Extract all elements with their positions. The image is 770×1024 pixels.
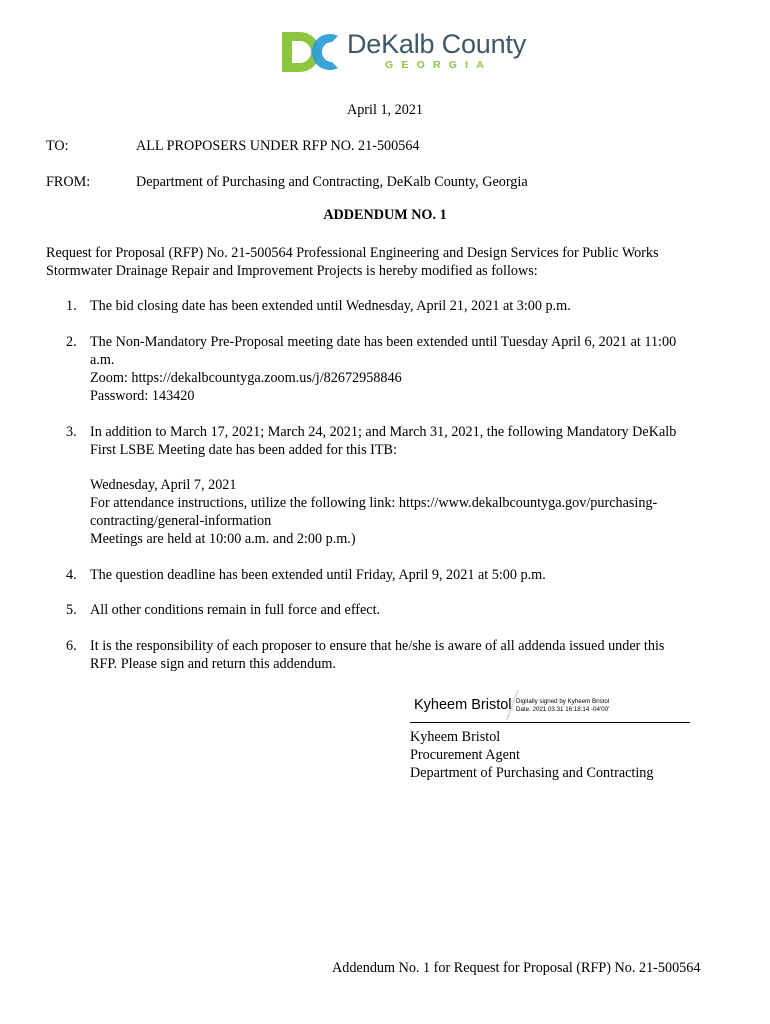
list-item xyxy=(66,566,726,584)
list-number: 2. xyxy=(66,334,77,350)
attendance-link[interactable]: For attendance instructions, utilize the following link: https://www.dekalbcountyga.gov/purchasing- xyxy=(90,495,658,511)
list-text: All other conditions remain in full force and effect. xyxy=(90,602,381,618)
list-number: 3. xyxy=(66,424,77,440)
list-text: It is the responsibility of each proposer to ensure that he/she is aware of all addenda issued under this xyxy=(90,638,665,654)
meeting-details xyxy=(66,476,726,548)
zoom-link[interactable]: Zoom: https://dekalbcountyga.zoom.us/j/82672958846 xyxy=(90,370,402,386)
addendum-title: ADDENDUM NO. 1 xyxy=(323,207,447,223)
list-text: a.m. xyxy=(90,352,115,368)
zoom-password: Password: 143420 xyxy=(90,388,195,404)
list-number: 6. xyxy=(66,638,77,654)
list-text: First LSBE Meeting date has been added for this ITB: xyxy=(90,442,397,458)
list-text: RFP. Please sign and return this addendum. xyxy=(90,656,336,672)
from-value: Department of Purchasing and Contracting, DeKalb County, Georgia xyxy=(136,174,528,190)
to-value: ALL PROPOSERS UNDER RFP NO. 21-500564 xyxy=(136,138,420,154)
list-number: 5. xyxy=(66,602,77,618)
signature-name: Kyheem Bristol xyxy=(414,697,512,713)
logo-state: GEORGIA xyxy=(385,59,492,71)
intro-paragraph: Request for Proposal (RFP) No. 21-500564 Professional Engineering and Design Services for Public Works Stormwater Drainage Repair and Improvement Projects is hereby modified as follows: xyxy=(46,245,659,279)
logo-name: DeKalb County xyxy=(347,29,527,59)
list-text: In addition to March 17, 2021; March 24, 2021; and March 31, 2021, the following Mandatory DeKalb xyxy=(90,424,677,440)
attendance-link-cont[interactable]: contracting/general-information xyxy=(90,513,272,529)
list-item xyxy=(66,297,726,315)
digital-signature-meta: Digitally signed by Kyheem Bristol Date: 2021.03.31 16:18:14 -04'00' xyxy=(516,698,610,713)
list-text: The question deadline has been extended until Friday, April 9, 2021 at 5:00 p.m. xyxy=(90,567,546,583)
list-item xyxy=(66,637,726,673)
meeting-date: Wednesday, April 7, 2021 xyxy=(90,477,237,493)
meeting-times: Meetings are held at 10:00 a.m. and 2:00 p.m.) xyxy=(90,531,356,547)
signer-dept: Department of Purchasing and Contracting xyxy=(410,765,654,781)
page-footer: Addendum No. 1 for Request for Proposal (RFP) No. 21-500564 xyxy=(332,960,701,976)
list-item xyxy=(66,601,726,619)
list-text: The Non-Mandatory Pre-Proposal meeting date has been extended until Tuesday April 6, 2021 at 11:00 xyxy=(90,334,677,350)
signer-title: Procurement Agent xyxy=(410,747,520,763)
signer-block xyxy=(410,728,654,782)
from-label: FROM: xyxy=(46,174,91,190)
list-text: The bid closing date has been extended until Wednesday, April 21, 2021 at 3:00 p.m. xyxy=(90,298,571,314)
signer-name: Kyheem Bristol xyxy=(410,729,501,745)
letter-date: April 1, 2021 xyxy=(346,102,424,118)
signature-line xyxy=(410,722,690,723)
list-item xyxy=(66,333,726,405)
to-label: TO: xyxy=(46,138,69,154)
list-number: 4. xyxy=(66,567,77,583)
list-number: 1. xyxy=(66,298,77,314)
list-item xyxy=(66,423,726,459)
